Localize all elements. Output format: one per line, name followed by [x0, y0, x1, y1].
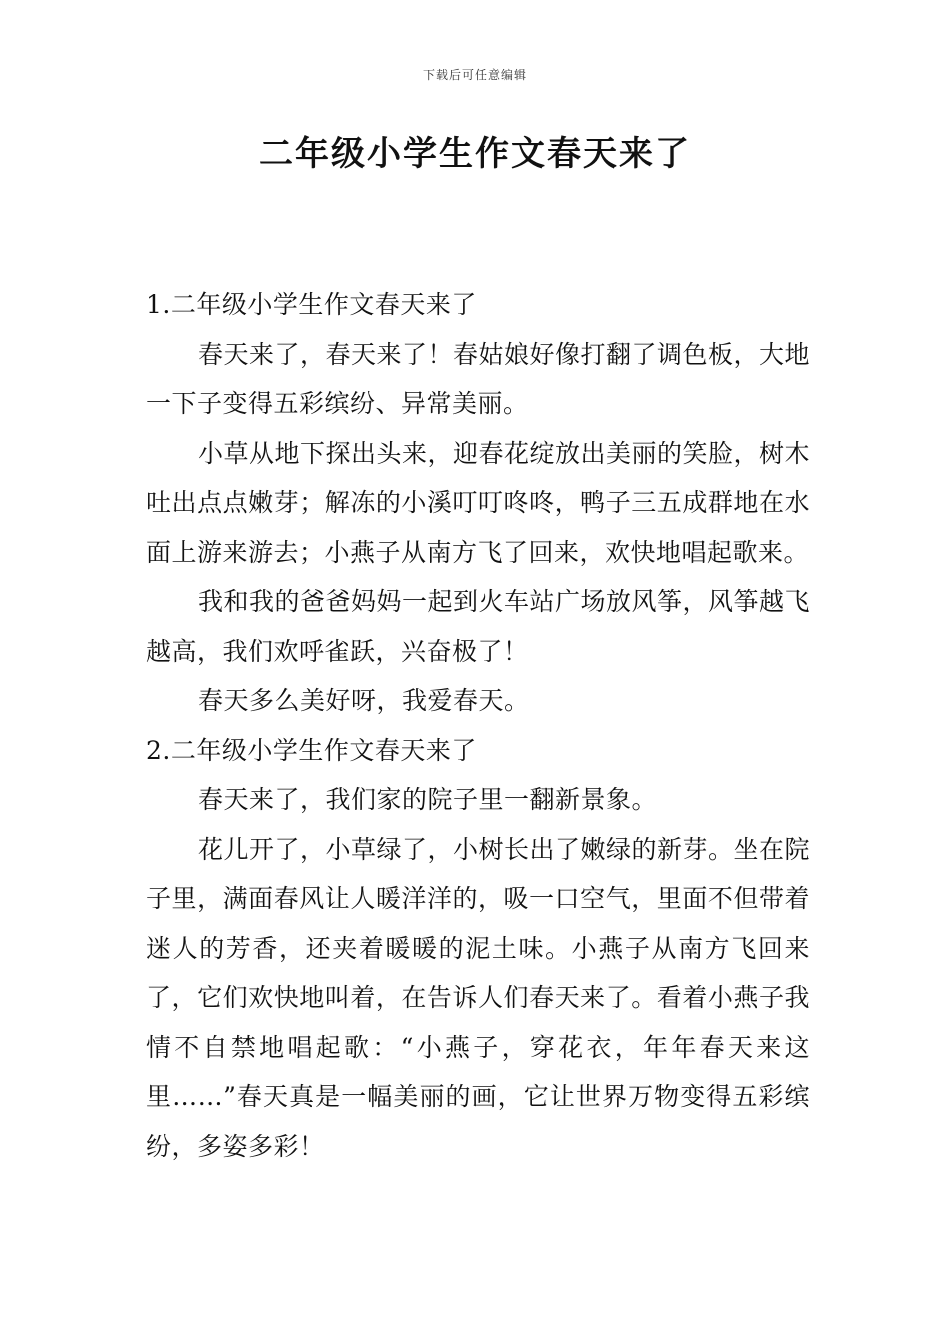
document-title: 二年级小学生作文春天来了: [259, 134, 691, 174]
section-heading-1: 1.二年级小学生作文春天来了: [146, 290, 477, 319]
section-1-paragraph-3: 我和我的爸爸妈妈一起到火车站广场放风筝，风筝越飞越高，我们欢呼雀跃，兴奋极了！: [146, 587, 811, 666]
section-1-paragraph-4: 春天多么美好呀，我爱春天。: [198, 686, 530, 715]
section-heading-2: 2.二年级小学生作文春天来了: [146, 735, 477, 765]
header-note: 下载后可任意编辑: [422, 68, 527, 82]
section-2-paragraph-2: 花儿开了，小草绿了，小树长出了嫩绿的新芽。坐在院子里，满面春风让人暖洋洋的，吸一口空气，里面不但带着迷人的芳香，还夹着暖暖的泥土味。小燕子从南方飞回来了，它们欢快地叫着，在告诉人们春天来了。看着小燕子我情不自禁地唱起歌：“小燕子，穿花衣，年年春天来这里……”春天真是一幅美丽的画，它让世界万物变得五彩缤纷，多姿多彩！: [146, 834, 811, 1161]
section-1-paragraph-1: 春天来了，春天来了！春姑娘好像打翻了调色板，大地一下子变得五彩缤纷、异常美丽。: [146, 339, 811, 418]
document-body: [146, 280, 810, 1171]
section-2-paragraph-1: 春天来了，我们家的院子里一翻新景象。: [198, 785, 658, 814]
section-1-paragraph-2: 小草从地下探出头来，迎春花绽放出美丽的笑脸，树木吐出点点嫩芽；解冻的小溪叮叮咚咚，鸭子三五成群地在水面上游来游去；小燕子从南方飞了回来，欢快地唱起歌来。: [146, 438, 811, 567]
